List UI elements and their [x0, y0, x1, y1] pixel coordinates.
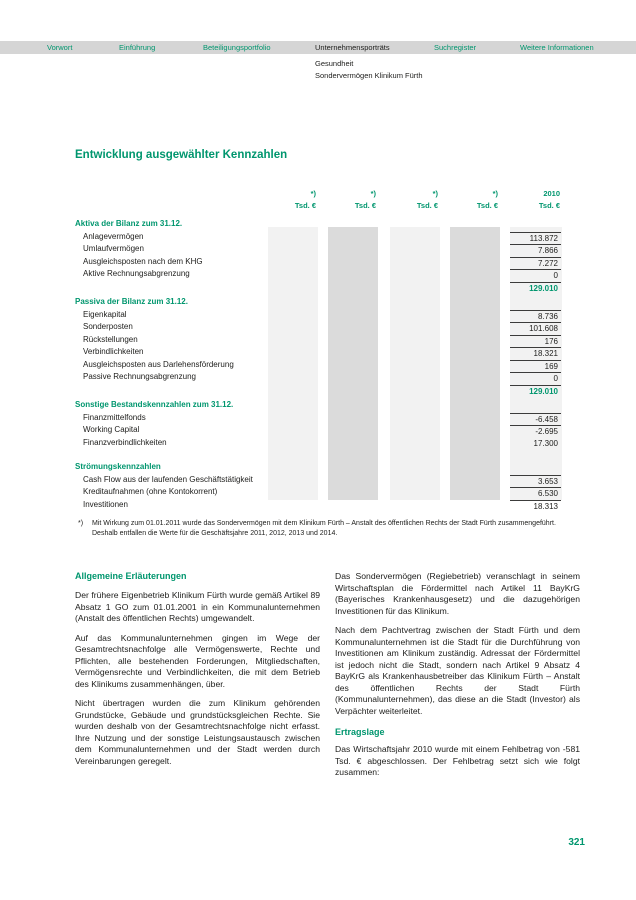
row-label: Kreditaufnahmen (ohne Kontokorrent) — [83, 487, 218, 496]
footnote-text: Mit Wirkung zum 01.01.2011 wurde das Sondervermögen mit dem Klinikum Fürth – Anstalt des öffentlichen Rechts der Stadt Fürth zusammengeführt. Deshalb entfallen die Werte für die Geschäftsjahre 2011, 2012, 2013 und 2014. — [92, 520, 556, 537]
column-header-2 — [326, 188, 378, 212]
row-label: Ausgleichsposten aus Darlehensförderung — [83, 359, 234, 369]
breadcrumb-category: Gesundheit — [315, 59, 354, 68]
column-header-unit: Tsd. € — [294, 201, 316, 210]
column-header-year: 2010 — [543, 189, 560, 198]
row-value-2010: 169 — [510, 360, 561, 372]
nav-item-vorwort[interactable]: Vorwort — [47, 43, 73, 52]
table-row — [75, 256, 565, 269]
table-row — [75, 231, 565, 244]
row-label: Eigenkapital — [83, 309, 127, 319]
table-total-row — [75, 384, 565, 397]
column-header-note: *) — [370, 189, 376, 198]
column-header-note: *) — [432, 189, 438, 198]
row-label: Investitionen — [83, 499, 128, 509]
table-row — [75, 268, 565, 281]
row-value-2010: 0 — [510, 269, 561, 281]
nav-item-suchregister[interactable]: Suchregister — [434, 43, 477, 52]
section-header — [75, 399, 565, 412]
table-row — [75, 321, 565, 334]
heading-ertragslage: Ertragslage — [335, 727, 385, 737]
table-row — [75, 486, 565, 499]
page-title: Entwicklung ausgewählter Kennzahlen — [75, 149, 288, 161]
left-column — [75, 571, 320, 787]
table-row — [75, 243, 565, 256]
paragraph: Das Sondervermögen (Regiebetrieb) veranschlagt in seinem Wirtschaftsplan die Fördermittel nach Artikel 11 BayKrG (Bayerisches Krankenhausgesetz) und die dazugehörigen Investitionen für das Klinikum. — [335, 571, 580, 616]
row-label: Cash Flow aus der laufenden Geschäftstätigkeit — [83, 474, 253, 484]
table-row — [75, 437, 565, 450]
table-total-row — [75, 281, 565, 294]
section-bestandskennzahlen — [75, 399, 565, 449]
column-header-note: *) — [310, 189, 316, 198]
table-row — [75, 412, 565, 425]
row-value-2010: 176 — [510, 335, 561, 347]
column-header-unit: Tsd. € — [538, 201, 560, 210]
breadcrumb — [315, 58, 423, 82]
row-label: Sonderposten — [83, 322, 133, 331]
row-label: Rückstellungen — [83, 334, 138, 344]
nav-item-weitere-informationen[interactable]: Weitere Informationen — [520, 43, 594, 52]
kennzahlen-table — [75, 186, 565, 516]
nav-item-einfuehrung[interactable]: Einführung — [119, 43, 156, 52]
total-value-2010: 129.010 — [510, 282, 561, 294]
breadcrumb-entity: Sondervermögen Klinikum Fürth — [315, 71, 423, 80]
row-value-2010: 17.300 — [533, 438, 558, 448]
table-row — [75, 359, 565, 372]
table-row — [75, 499, 565, 512]
row-label: Working Capital — [83, 425, 140, 434]
row-label: Aktive Rechnungsabgrenzung — [83, 269, 190, 278]
column-header-unit: Tsd. € — [476, 201, 498, 210]
nav-item-beteiligungsportfolio[interactable]: Beteiligungsportfolio — [203, 43, 271, 52]
top-nav-bar — [0, 41, 636, 54]
row-value-2010: -2.695 — [510, 425, 561, 437]
table-row — [75, 371, 565, 384]
row-label: Finanzverbindlichkeiten — [83, 437, 167, 447]
body-columns — [75, 571, 580, 787]
column-header-unit: Tsd. € — [354, 201, 376, 210]
table-row — [75, 474, 565, 487]
section-passiva — [75, 296, 565, 396]
row-value-2010: 7.866 — [510, 244, 561, 256]
row-value-2010: 0 — [510, 372, 561, 384]
table-row — [75, 334, 565, 347]
column-header-2010 — [508, 188, 562, 212]
row-value-2010: 6.530 — [510, 487, 561, 499]
section-header-label: Aktiva der Bilanz zum 31.12. — [75, 219, 183, 228]
row-label: Verbindlichkeiten — [83, 347, 144, 356]
table-row — [75, 309, 565, 322]
paragraph: Der frühere Eigenbetrieb Klinikum Fürth wurde gemäß Artikel 89 Absatz 1 GO zum 01.01.2001 in ein Kommunalunternehmen (Anstalt des öffentlichen Rechts) umgewandelt. — [75, 590, 320, 623]
section-header-label: Passiva der Bilanz zum 31.12. — [75, 297, 188, 306]
footnote-marker: *) — [78, 520, 84, 527]
column-header-note: *) — [492, 189, 498, 198]
section-header — [75, 461, 565, 474]
row-label: Umlaufvermögen — [83, 244, 144, 253]
paragraph: Nach dem Pachtvertrag zwischen der Stadt Fürth und dem Kommunalunternehmen ist die Stadt für die Durchführung von Investitionen am Klinikum zuständig. Adressat der Fördermittel ist jedoch nicht die Stadt, sondern nach Artikel 9 Absatz 4 BayKrG als Krankenhausbetreiber das Klinikum Fürth – Anstalt des öffentlichen Rechts der Stadt Fürth (Kommunalunternehmen), das diese an die Stadt (Investor) als Verpächter weiterleitet. — [335, 625, 580, 716]
paragraph: Nicht übertragen wurden die zum Klinikum gehörenden Grundstücke, Gebäude und grundstücksgleichen Rechte. Sie wurden deshalb von der Gesamtrechtsnachfolge nicht erfasst. Ihre Nutzung und der sonstige Leistungsaustausch zwischen dem Kommunalunternehmen und der Stadt werden durch Vereinbarungen geregelt. — [75, 698, 320, 766]
footnote — [78, 519, 564, 538]
column-header-3 — [388, 188, 440, 212]
row-value-2010: 8.736 — [510, 310, 561, 322]
table-row — [75, 346, 565, 359]
section-header — [75, 218, 565, 231]
paragraph: Das Wirtschaftsjahr 2010 wurde mit einem Fehlbetrag von -581 Tsd. € abgeschlossen. Der Fehlbetrag setzt sich wie folgt zusammen: — [335, 744, 580, 777]
row-value-2010: 3.653 — [510, 475, 561, 487]
column-header-unit: Tsd. € — [416, 201, 438, 210]
column-header-4 — [448, 188, 500, 212]
nav-item-unternehmensportraets[interactable]: Unternehmensporträts — [315, 43, 390, 52]
paragraph: Auf das Kommunalunternehmen gingen im Wege der Gesamtrechtsnachfolge alle Vermögenswerte, Rechte und Pflichten, alle bestehenden Forderungen, Mitgliedschaften, Vermögensrechte und Verbindlichkeiten, die mit dem Betrieb des Klinikums zusammenhängen, über. — [75, 632, 320, 689]
section-header — [75, 296, 565, 309]
section-header-label: Strömungskennzahlen — [75, 462, 161, 471]
table-rows — [75, 218, 565, 514]
section-aktiva — [75, 218, 565, 293]
row-value-2010: -6.458 — [510, 413, 561, 425]
row-label: Ausgleichsposten nach dem KHG — [83, 256, 203, 266]
heading-allgemeine-erlaeuterungen: Allgemeine Erläuterungen — [75, 571, 187, 581]
row-value-2010: 18.321 — [510, 347, 561, 359]
total-value-2010: 129.010 — [510, 385, 561, 397]
page-number: 321 — [568, 837, 585, 848]
right-column — [335, 571, 580, 787]
row-value-2010: 101.608 — [510, 322, 561, 334]
section-stroemungskennzahlen — [75, 461, 565, 511]
section-header-label: Sonstige Bestandskennzahlen zum 31.12. — [75, 400, 234, 409]
row-value-2010: 18.313 — [510, 500, 561, 512]
table-row — [75, 424, 565, 437]
row-label: Passive Rechnungsabgrenzung — [83, 372, 196, 381]
row-value-2010: 7.272 — [510, 257, 561, 269]
row-label: Anlagevermögen — [83, 231, 144, 241]
row-value-2010: 113.872 — [510, 232, 561, 244]
row-label: Finanzmittelfonds — [83, 412, 146, 422]
column-header-1 — [266, 188, 318, 212]
